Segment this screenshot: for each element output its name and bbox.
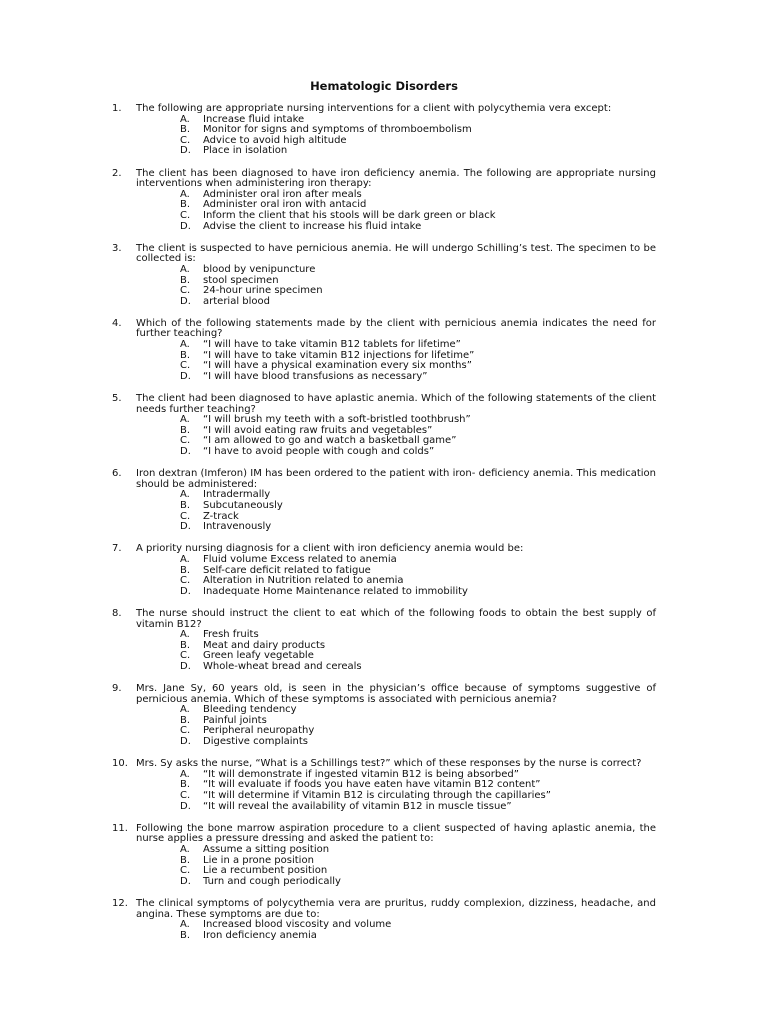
question-number: 11.	[112, 822, 128, 834]
option-text: Z-track	[203, 510, 239, 522]
option-text: Digestive complaints	[203, 736, 308, 748]
option-text: Inform the client that his stools will be dark green or black	[203, 209, 496, 221]
option-letter: A.	[180, 489, 190, 501]
answer-option	[112, 522, 656, 533]
option-letter: D.	[180, 736, 191, 748]
option-letter: D.	[180, 220, 191, 232]
question-item	[112, 244, 656, 308]
answer-option	[112, 297, 656, 308]
option-letter: B.	[180, 199, 191, 211]
question-item	[112, 684, 656, 748]
option-letter: A.	[180, 919, 190, 931]
question-item	[112, 609, 656, 673]
question-text: The client has been diagnosed to have iron deficiency anemia. The following are appropriate nursing interventions when administering iron therapy:	[136, 167, 656, 190]
option-letter: B.	[180, 124, 191, 136]
option-text: Advise the client to increase his fluid intake	[203, 220, 422, 232]
option-text: Peripheral neuropathy	[203, 725, 315, 737]
option-letter: D.	[180, 585, 191, 597]
option-text: Lie a recumbent position	[203, 865, 328, 877]
option-letter: D.	[180, 370, 191, 382]
answer-option	[112, 726, 656, 737]
option-letter: B.	[180, 714, 191, 726]
option-letter: C.	[180, 435, 191, 447]
option-letter: B.	[180, 929, 191, 941]
question-text: A priority nursing diagnosis for a client with iron deficiency anemia would be:	[136, 543, 524, 555]
answer-option	[112, 920, 656, 931]
answer-option	[112, 512, 656, 523]
question-text: Mrs. Jane Sy, 60 years old, is seen in the physician’s office because of symptoms suggestive of pernicious anemia. Which of these symptoms is associated with pernicious anemia?	[136, 683, 656, 705]
option-letter: B.	[180, 779, 191, 791]
question-item	[112, 899, 656, 941]
option-text: “I will brush my teeth with a soft-bristled toothbrush”	[203, 414, 471, 426]
option-letter: A.	[180, 704, 190, 716]
option-letter: D.	[180, 660, 191, 672]
question-number: 1.	[112, 103, 122, 114]
question-text: The client had been diagnosed to have aplastic anemia. Which of the following statements of the client needs further teaching?	[136, 393, 656, 415]
question-item	[112, 469, 656, 533]
option-text: Subcutaneously	[203, 499, 283, 511]
answer-option	[112, 802, 656, 813]
option-text: “It will evaluate if foods you have eaten have vitamin B12 content”	[203, 779, 541, 791]
option-letter: A.	[180, 414, 190, 426]
question-text: Mrs. Sy asks the nurse, “What is a Schillings test?” which of these responses by the nurse is correct?	[136, 758, 642, 770]
answer-option	[112, 490, 656, 501]
option-text: Fresh fruits	[203, 629, 259, 641]
option-letter: C.	[180, 865, 191, 877]
option-letter: C.	[180, 575, 191, 587]
question-text: Which of the following statements made by the client with pernicious anemia indicates the need for further teaching?	[136, 317, 656, 340]
answer-option	[112, 146, 656, 157]
option-text: “It will determine if Vitamin B12 is circulating through the capillaries”	[203, 790, 551, 801]
option-letter: A.	[180, 768, 190, 780]
option-text: Meat and dairy products	[203, 639, 326, 651]
option-letter: C.	[180, 510, 191, 522]
option-letter: B.	[180, 349, 191, 361]
option-text: “I will have to take vitamin B12 tablets for lifetime”	[203, 339, 461, 351]
question-number: 12.	[112, 897, 128, 909]
option-letter: B.	[180, 639, 191, 651]
option-letter: B.	[180, 424, 191, 436]
option-text: Iron deficiency anemia	[203, 929, 317, 941]
question-text: The nurse should instruct the client to eat which of the following foods to obtain the best supply of vitamin B12?	[136, 607, 656, 630]
option-letter: D.	[180, 446, 191, 457]
answer-option	[112, 447, 656, 458]
answer-option	[112, 501, 656, 512]
question-number: 7.	[112, 543, 122, 555]
question-item	[112, 394, 656, 458]
option-text: Green leafy vegetable	[203, 650, 314, 662]
option-letter: B.	[180, 499, 191, 511]
answer-option	[112, 587, 656, 598]
option-text: Increase fluid intake	[203, 113, 305, 125]
answer-option	[112, 555, 656, 566]
option-text: “I am allowed to go and watch a basketball game”	[203, 435, 457, 447]
question-item	[112, 104, 656, 157]
option-letter: A.	[180, 843, 190, 855]
option-text: Lie in a prone position	[203, 854, 314, 866]
answer-option	[112, 737, 656, 748]
option-text: Increased blood viscosity and volume	[203, 919, 392, 931]
question-number: 9.	[112, 683, 122, 695]
answer-option	[112, 211, 656, 222]
option-letter: D.	[180, 295, 191, 307]
question-item	[112, 824, 656, 888]
option-letter: B.	[180, 564, 191, 576]
option-letter: D.	[180, 145, 191, 157]
question-text: The client is suspected to have pernicious anemia. He will undergo Schilling’s test. The specimen to be collected is:	[136, 242, 656, 265]
answer-option	[112, 222, 656, 233]
answer-option	[112, 845, 656, 856]
option-letter: D.	[180, 800, 191, 812]
option-text: Intravenously	[203, 521, 272, 533]
answer-option	[112, 877, 656, 888]
option-text: Advice to avoid high altitude	[203, 134, 347, 146]
option-letter: D.	[180, 521, 191, 533]
option-letter: A.	[180, 188, 190, 200]
option-text: Whole-wheat bread and cereals	[203, 660, 362, 672]
option-letter: C.	[180, 790, 191, 801]
option-letter: A.	[180, 263, 190, 275]
answer-option	[112, 662, 656, 673]
option-letter: B.	[180, 274, 191, 286]
answer-option	[112, 630, 656, 641]
option-text: Place in isolation	[203, 145, 288, 157]
option-letter: A.	[180, 553, 190, 565]
question-item	[112, 544, 656, 597]
answer-option	[112, 265, 656, 276]
option-text: “I will have to take vitamin B12 injections for lifetime”	[203, 349, 475, 361]
answer-option	[112, 136, 656, 147]
question-item	[112, 319, 656, 383]
option-text: Inadequate Home Maintenance related to immobility	[203, 585, 468, 597]
answer-option	[112, 716, 656, 727]
option-text: blood by venipuncture	[203, 263, 316, 275]
option-text: Alteration in Nutrition related to anemia	[203, 575, 404, 587]
option-letter: C.	[180, 285, 191, 297]
option-letter: C.	[180, 209, 191, 221]
option-text: Monitor for signs and symptoms of thromboembolism	[203, 124, 472, 136]
question-list	[112, 104, 656, 953]
option-letter: A.	[180, 339, 190, 351]
question-item	[112, 169, 656, 233]
option-letter: C.	[180, 725, 191, 737]
option-text: Administer oral iron after meals	[203, 188, 362, 200]
document-title: Hematologic Disorders	[310, 79, 458, 93]
option-text: Self-care deficit related to fatigue	[203, 564, 371, 576]
question-number: 3.	[112, 242, 122, 254]
option-text: “I will have blood transfusions as necessary”	[203, 370, 428, 382]
answer-option	[112, 931, 656, 942]
answer-option	[112, 651, 656, 662]
answer-option	[112, 705, 656, 716]
option-text: “I will avoid eating raw fruits and vegetables”	[203, 424, 433, 436]
question-number: 5.	[112, 393, 122, 405]
option-text: Assume a sitting position	[203, 843, 330, 855]
answer-option	[112, 286, 656, 297]
question-text: Iron dextran (Imferon) IM has been ordered to the patient with iron- deficiency anemia. This medication should be administered:	[136, 468, 656, 490]
option-letter: C.	[180, 360, 191, 372]
question-text: The following are appropriate nursing interventions for a client with polycythemia vera except:	[136, 103, 612, 114]
option-letter: A.	[180, 629, 190, 641]
option-text: Painful joints	[203, 714, 267, 726]
option-text: Bleeding tendency	[203, 704, 297, 716]
question-number: 6.	[112, 468, 122, 480]
option-text: “It will reveal the availability of vitamin B12 in muscle tissue”	[203, 800, 512, 812]
option-text: Intradermally	[203, 489, 271, 501]
option-text: “It will demonstrate if ingested vitamin B12 is being absorbed”	[203, 768, 519, 780]
option-text: Administer oral iron with antacid	[203, 199, 367, 211]
option-letter: C.	[180, 650, 191, 662]
option-text: Turn and cough periodically	[203, 875, 341, 887]
answer-option	[112, 125, 656, 136]
option-text: stool specimen	[203, 274, 279, 286]
option-text: “I will have a physical examination every six months”	[203, 360, 472, 372]
answer-option	[112, 866, 656, 877]
option-letter: C.	[180, 134, 191, 146]
question-number: 8.	[112, 607, 122, 619]
answer-option	[112, 791, 656, 802]
question-number: 4.	[112, 317, 122, 329]
question-number: 10.	[112, 758, 128, 770]
answer-option	[112, 190, 656, 201]
option-text: “I have to avoid people with cough and colds”	[203, 446, 435, 457]
answer-option	[112, 372, 656, 383]
question-item	[112, 759, 656, 812]
option-letter: B.	[180, 854, 191, 866]
option-text: arterial blood	[203, 295, 270, 307]
question-text: Following the bone marrow aspiration procedure to a client suspected of having aplastic anemia, the nurse applies a pressure dressing and asked the patient to:	[136, 822, 656, 845]
answer-option	[112, 276, 656, 287]
option-letter: D.	[180, 875, 191, 887]
question-text: The clinical symptoms of polycythemia vera are pruritus, ruddy complexion, dizziness, headache, and angina. These symptoms are due to:	[136, 897, 656, 920]
option-text: Fluid volume Excess related to anemia	[203, 553, 397, 565]
answer-option	[112, 856, 656, 867]
option-letter: A.	[180, 113, 190, 125]
question-number: 2.	[112, 167, 122, 179]
option-text: 24-hour urine specimen	[203, 285, 323, 297]
answer-option	[112, 641, 656, 652]
